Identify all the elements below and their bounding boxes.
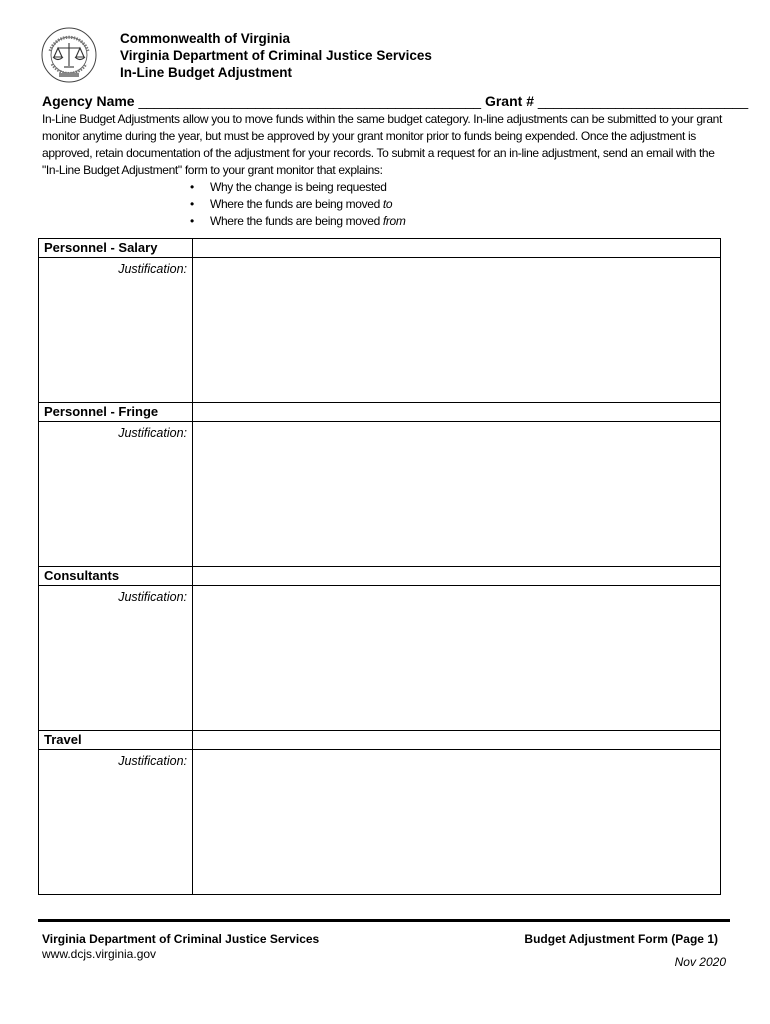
category-amount-field[interactable] [193,731,721,750]
footer-left [42,932,319,962]
footer-date: Nov 2020 [674,955,726,969]
header-form-title: In-Line Budget Adjustment [120,65,292,80]
category-label: Personnel - Fringe [39,403,193,422]
justification-field[interactable] [193,586,721,731]
agency-name-label: Agency Name [42,93,135,109]
bullet-moved-to: • Where the funds are being moved to [190,196,722,213]
scales-of-justice-icon [53,43,85,67]
grant-number-label: Grant # [484,93,534,109]
justification-row-consultants [39,586,721,731]
footer-divider [38,919,730,922]
bullet-why: • Why the change is being requested [190,179,722,196]
justification-field[interactable] [193,750,721,895]
justification-row-travel [39,750,721,895]
category-label: Travel [39,731,193,750]
footer-website: www.dcjs.virginia.gov [42,947,157,961]
instructions [42,111,722,230]
justification-label: Justification: [39,750,193,895]
category-amount-field[interactable] [193,403,721,422]
justification-label: Justification: [39,586,193,731]
justification-label: Justification: [39,422,193,567]
category-amount-field[interactable] [193,567,721,586]
header-department: Virginia Department of Criminal Justice Services [120,48,432,63]
grant-number-field[interactable]: ___________________________ [537,93,749,109]
category-row-travel [39,731,721,750]
agency-name-field[interactable]: ____________________________________________ [138,93,482,109]
category-row-consultants [39,567,721,586]
footer-organization: Virginia Department of Criminal Justice Services [42,932,320,946]
justification-field[interactable] [193,258,721,403]
agency-grant-line [42,93,748,109]
footer-form-title: Budget Adjustment Form (Page 1) [524,932,718,946]
budget-category-table [38,238,721,895]
category-label: Personnel - Salary [39,239,193,258]
category-row-personnel-salary [39,239,721,258]
justification-row-personnel-salary [39,258,721,403]
instructions-paragraph: In-Line Budget Adjustments allow you to move funds within the same budget category. In-line adjustments can be submitted to your grant monitor anytime during the year, but must be approved by your grant monitor prior to funds being expended. Once the adjustment is approved, retain documentation of the adjustment for your records. To submit a request for an in-line adjustment, send an email with the "In-Line Budget Adjustment" form to your grant monitor that explains: [42,112,722,177]
justification-row-personnel-fringe [39,422,721,567]
bullet-moved-from: • Where the funds are being moved from [190,213,722,230]
justification-field[interactable] [193,422,721,567]
category-row-personnel-fringe [39,403,721,422]
category-label: Consultants [39,567,193,586]
form-header [120,30,432,81]
instructions-bullet-list [42,179,722,230]
dcjs-seal-logo [40,26,98,84]
justification-label: Justification: [39,258,193,403]
category-amount-field[interactable] [193,239,721,258]
header-commonwealth: Commonwealth of Virginia [120,31,291,46]
